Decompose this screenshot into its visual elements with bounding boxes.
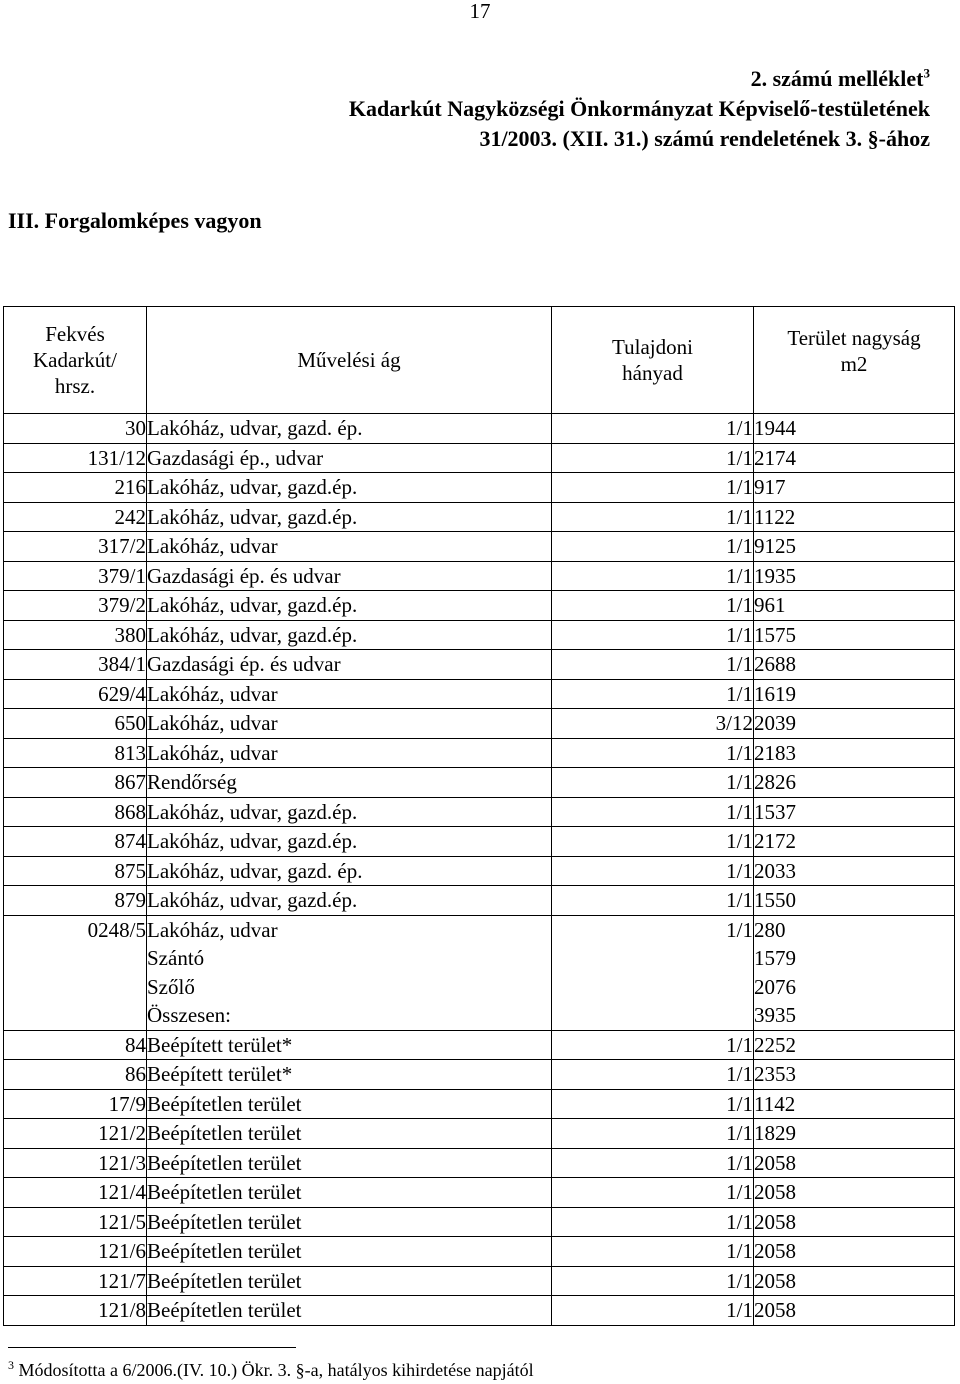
cell-hrsz: 0248/5: [4, 915, 147, 1030]
annex-regulation: 31/2003. (XII. 31.) számú rendeletének 3. §-ához: [479, 126, 930, 151]
cell-share: 1/1: [552, 561, 754, 591]
cell-hrsz: 379/1: [4, 561, 147, 591]
table-row: [4, 1178, 955, 1208]
cell-share: 1/1: [552, 1148, 754, 1178]
cell-hrsz: 121/7: [4, 1266, 147, 1296]
table-row: [4, 414, 955, 444]
cell-area: 2172: [754, 827, 955, 857]
cell-use: Lakóház, udvar, gazd.ép.: [147, 827, 552, 857]
table-row: [4, 473, 955, 503]
table-row: [4, 1266, 955, 1296]
cell-use: Lakóház, udvar: [147, 679, 552, 709]
cell-area: 9125: [754, 532, 955, 562]
cell-hrsz: 868: [4, 797, 147, 827]
cell-share: 1/1: [552, 473, 754, 503]
cell-use: Lakóház, udvar, gazd. ép.: [147, 414, 552, 444]
cell-use: Lakóház, udvar, gazd.ép.: [147, 620, 552, 650]
cell-area: 1579: [754, 944, 955, 973]
cell-hrsz: 879: [4, 886, 147, 916]
cell-hrsz: 875: [4, 856, 147, 886]
cell-share: 1/1: [552, 1266, 754, 1296]
cell-hrsz: 242: [4, 502, 147, 532]
cell-share: 1/1: [552, 827, 754, 857]
table-row: [4, 443, 955, 473]
table-row: [4, 886, 955, 916]
section-title: III. Forgalomképes vagyon: [8, 208, 262, 233]
cell-use: Lakóház, udvar, gazd.ép.: [147, 591, 552, 621]
cell-hrsz: 384/1: [4, 650, 147, 680]
cell-area: 1122: [754, 502, 955, 532]
cell-share: 1/1: [552, 1089, 754, 1119]
cell-use: Gazdasági ép., udvar: [147, 443, 552, 473]
table-row: [4, 1237, 955, 1267]
table-row: [4, 827, 955, 857]
cell-hrsz: 216: [4, 473, 147, 503]
cell-share: 1/1: [552, 797, 754, 827]
cell-area: 2058: [754, 1178, 955, 1208]
cell-area: 2353: [754, 1060, 955, 1090]
cell-area: 2058: [754, 1296, 955, 1326]
cell-use: Beépítetlen terület: [147, 1178, 552, 1208]
cell-hrsz: 121/4: [4, 1178, 147, 1208]
cell-share: 1/1: [552, 1030, 754, 1060]
cell-area: 2058: [754, 1207, 955, 1237]
cell-use: Beépítetlen terület: [147, 1148, 552, 1178]
cell-share: 1/1: [552, 1207, 754, 1237]
cell-share: 1/1: [552, 532, 754, 562]
cell-area: 2039: [754, 709, 955, 739]
cell-area: 2174: [754, 443, 955, 473]
cell-hrsz: 30: [4, 414, 147, 444]
cell-hrsz: 317/2: [4, 532, 147, 562]
table-row: [4, 915, 955, 944]
cell-hrsz: 813: [4, 738, 147, 768]
page-number: 17: [469, 0, 491, 23]
cell-hrsz: 380: [4, 620, 147, 650]
table-row: [4, 1089, 955, 1119]
footnote: [8, 1358, 534, 1382]
cell-area: 2058: [754, 1266, 955, 1296]
table-header-row: [4, 307, 955, 414]
cell-use: Gazdasági ép. és udvar: [147, 650, 552, 680]
footnote-text: Módosította a 6/2006.(IV. 10.) Ökr. 3. §-a, hatályos kihirdetése napjától: [18, 1360, 534, 1380]
table-row: [4, 768, 955, 798]
cell-share: 1/1: [552, 650, 754, 680]
cell-share: 1/1: [552, 1060, 754, 1090]
cell-area: 1829: [754, 1119, 955, 1149]
table-row: [4, 1119, 955, 1149]
column-header-location: Fekvés Kadarkút/ hrsz.: [4, 307, 147, 414]
cell-area: 2252: [754, 1030, 955, 1060]
cell-area: 1944: [754, 414, 955, 444]
cell-hrsz: 84: [4, 1030, 147, 1060]
column-header-share: Tulajdoni hányad: [552, 307, 754, 414]
cell-use: Beépítetlen terület: [147, 1089, 552, 1119]
cell-use: Beépítetlen terület: [147, 1119, 552, 1149]
cell-share: 1/1: [552, 591, 754, 621]
cell-share: 1/1: [552, 1119, 754, 1149]
cell-use: Lakóház, udvar, gazd.ép.: [147, 886, 552, 916]
cell-use: Lakóház, udvar, gazd.ép.: [147, 502, 552, 532]
cell-share: 1/1: [552, 679, 754, 709]
cell-hrsz: 17/9: [4, 1089, 147, 1119]
column-header-use: Művelési ág: [147, 307, 552, 414]
table-row: [4, 620, 955, 650]
cell-hrsz: 86: [4, 1060, 147, 1090]
table-row: [4, 1296, 955, 1326]
cell-area: 2688: [754, 650, 955, 680]
cell-share: 1/1: [552, 738, 754, 768]
footnote-divider: [8, 1347, 296, 1348]
cell-hrsz: 650: [4, 709, 147, 739]
cell-use: Beépítetlen terület: [147, 1207, 552, 1237]
cell-hrsz: 121/8: [4, 1296, 147, 1326]
annex-title: 2. számú melléklet$^3$: [750, 65, 930, 91]
table-row: [4, 1001, 955, 1030]
cell-hrsz: 131/12: [4, 443, 147, 473]
cell-share: 1/1: [552, 768, 754, 798]
cell-hrsz: 121/5: [4, 1207, 147, 1237]
cell-hrsz: 874: [4, 827, 147, 857]
cell-share: 1/1: [552, 1237, 754, 1267]
cell-use: Lakóház, udvar, gazd.ép.: [147, 797, 552, 827]
table-row: [4, 650, 955, 680]
table-body: [4, 414, 955, 1326]
cell-area: 2033: [754, 856, 955, 886]
cell-share: 3/12: [552, 709, 754, 739]
column-header-area: Terület nagyság m2: [754, 307, 955, 414]
table-row: [4, 532, 955, 562]
cell-use: Lakóház, udvar, gazd.ép.: [147, 473, 552, 503]
cell-use: Szántó: [147, 944, 552, 973]
cell-use: Beépítetlen terület: [147, 1296, 552, 1326]
cell-hrsz: 867: [4, 768, 147, 798]
table-row: [4, 1207, 955, 1237]
cell-area: 1537: [754, 797, 955, 827]
cell-hrsz: 121/6: [4, 1237, 147, 1267]
table-row: [4, 973, 955, 1002]
table-row: [4, 944, 955, 973]
cell-share: 1/1: [552, 414, 754, 444]
cell-use: Rendőrség: [147, 768, 552, 798]
assets-table: [3, 306, 955, 1326]
table-row: [4, 856, 955, 886]
table-row: [4, 1060, 955, 1090]
table-row: [4, 502, 955, 532]
cell-use: Összesen:: [147, 1001, 552, 1030]
cell-area: 917: [754, 473, 955, 503]
cell-area: 2058: [754, 1148, 955, 1178]
cell-hrsz: 121/3: [4, 1148, 147, 1178]
cell-area: 1619: [754, 679, 955, 709]
footnote-mark: 3: [8, 1358, 14, 1372]
cell-share: 1/1: [552, 502, 754, 532]
cell-area: 2058: [754, 1237, 955, 1267]
table-row: [4, 1148, 955, 1178]
table-row: [4, 591, 955, 621]
cell-share: 1/1: [552, 620, 754, 650]
cell-share: 1/1: [552, 443, 754, 473]
cell-use: Lakóház, udvar: [147, 738, 552, 768]
cell-area: 1935: [754, 561, 955, 591]
cell-area: 2826: [754, 768, 955, 798]
cell-use: Szőlő: [147, 973, 552, 1002]
annex-issuer: Kadarkút Nagyközségi Önkormányzat Képviselő-testületének: [348, 96, 930, 121]
table-row: [4, 797, 955, 827]
cell-use: Lakóház, udvar: [147, 915, 552, 944]
table-row: [4, 738, 955, 768]
cell-area: 1142: [754, 1089, 955, 1119]
cell-hrsz: 629/4: [4, 679, 147, 709]
cell-area: 280: [754, 915, 955, 944]
cell-hrsz: 121/2: [4, 1119, 147, 1149]
cell-share: 1/1: [552, 886, 754, 916]
cell-share: 1/1: [552, 1296, 754, 1326]
cell-area: 1575: [754, 620, 955, 650]
annex-heading: [349, 64, 930, 154]
cell-area: 2183: [754, 738, 955, 768]
footnote-reference[interactable]: 3: [923, 65, 930, 81]
cell-use: Lakóház, udvar: [147, 709, 552, 739]
cell-use: Lakóház, udvar, gazd. ép.: [147, 856, 552, 886]
cell-share: 1/1: [552, 856, 754, 886]
cell-hrsz: 379/2: [4, 591, 147, 621]
cell-use: Beépítetlen terület: [147, 1237, 552, 1267]
table-row: [4, 709, 955, 739]
cell-area: 2076: [754, 973, 955, 1002]
cell-share: 1/1: [552, 1178, 754, 1208]
table-row: [4, 679, 955, 709]
cell-area: 1550: [754, 886, 955, 916]
cell-use: Beépített terület*: [147, 1030, 552, 1060]
cell-use: Gazdasági ép. és udvar: [147, 561, 552, 591]
cell-use: Lakóház, udvar: [147, 532, 552, 562]
table-row: [4, 1030, 955, 1060]
table-row: [4, 561, 955, 591]
cell-area: 3935: [754, 1001, 955, 1030]
cell-use: Beépített terület*: [147, 1060, 552, 1090]
cell-share: 1/1: [552, 915, 754, 1030]
cell-use: Beépítetlen terület: [147, 1266, 552, 1296]
cell-area: 961: [754, 591, 955, 621]
